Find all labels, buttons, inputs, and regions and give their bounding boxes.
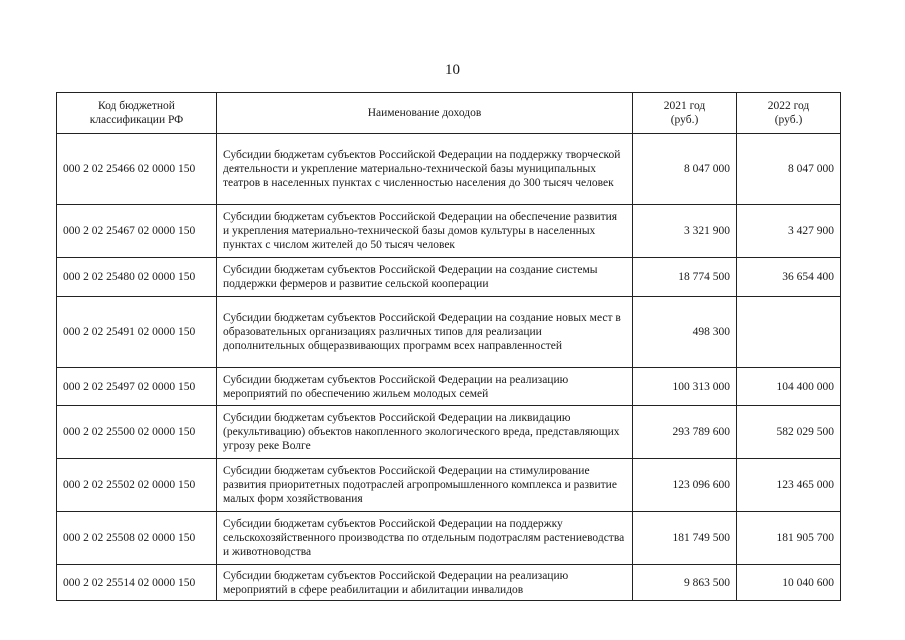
table-row xyxy=(57,258,841,297)
table-row xyxy=(57,368,841,406)
row-code: 000 2 02 25514 02 0000 150 xyxy=(57,565,217,601)
row-amount-2021: 9 863 500 xyxy=(633,565,737,601)
row-amount-2022: 123 465 000 xyxy=(737,459,841,512)
row-amount-2022: 10 040 600 xyxy=(737,565,841,601)
table-header-row xyxy=(57,93,841,134)
row-amount-2021: 3 321 900 xyxy=(633,205,737,258)
table-row xyxy=(57,134,841,205)
header-income-name: Наименование доходов xyxy=(217,93,633,134)
table-row xyxy=(57,205,841,258)
row-code: 000 2 02 25491 02 0000 150 xyxy=(57,297,217,368)
header-2022: 2022 год (руб.) xyxy=(737,93,841,134)
row-income-name: Субсидии бюджетам субъектов Российской Федерации на стимулирование развития приоритетных подотраслей агропромышленного комплекса и развитие малых форм хозяйствования xyxy=(217,459,633,512)
row-amount-2022: 3 427 900 xyxy=(737,205,841,258)
row-amount-2021: 293 789 600 xyxy=(633,406,737,459)
row-income-name: Субсидии бюджетам субъектов Российской Федерации на создание новых мест в образовательных организациях различных типов для реализации дополнительных общеразвивающих программ всех направленностей xyxy=(217,297,633,368)
row-amount-2021: 498 300 xyxy=(633,297,737,368)
row-amount-2022: 104 400 000 xyxy=(737,368,841,406)
table-row xyxy=(57,565,841,601)
row-code: 000 2 02 25500 02 0000 150 xyxy=(57,406,217,459)
row-income-name: Субсидии бюджетам субъектов Российской Федерации на реализацию мероприятий в сфере реабилитации и абилитации инвалидов xyxy=(217,565,633,601)
row-amount-2021: 181 749 500 xyxy=(633,512,737,565)
budget-income-table xyxy=(56,92,841,601)
row-code: 000 2 02 25497 02 0000 150 xyxy=(57,368,217,406)
row-amount-2021: 18 774 500 xyxy=(633,258,737,297)
table-row xyxy=(57,459,841,512)
row-amount-2022 xyxy=(737,297,841,368)
row-income-name: Субсидии бюджетам субъектов Российской Федерации на поддержку творческой деятельности и укрепление материально-технической базы муниципальных театров в населенных пунктах с численностью населения до 300 тысяч человек xyxy=(217,134,633,205)
table-row xyxy=(57,512,841,565)
row-code: 000 2 02 25502 02 0000 150 xyxy=(57,459,217,512)
row-amount-2022: 582 029 500 xyxy=(737,406,841,459)
row-code: 000 2 02 25508 02 0000 150 xyxy=(57,512,217,565)
table-row xyxy=(57,406,841,459)
row-amount-2021: 8 047 000 xyxy=(633,134,737,205)
row-code: 000 2 02 25480 02 0000 150 xyxy=(57,258,217,297)
row-income-name: Субсидии бюджетам субъектов Российской Федерации на создание системы поддержки фермеров и развитие сельской кооперации xyxy=(217,258,633,297)
row-income-name: Субсидии бюджетам субъектов Российской Федерации на обеспечение развития и укрепления материально-технической базы домов культуры в населенных пунктах с числом жителей до 50 тысяч человек xyxy=(217,205,633,258)
row-income-name: Субсидии бюджетам субъектов Российской Федерации на ликвидацию (рекультивацию) объектов накопленного экологического вреда, представляющих угрозу реке Волге xyxy=(217,406,633,459)
row-amount-2021: 100 313 000 xyxy=(633,368,737,406)
table-row xyxy=(57,297,841,368)
row-amount-2022: 36 654 400 xyxy=(737,258,841,297)
header-2021: 2021 год (руб.) xyxy=(633,93,737,134)
row-amount-2022: 8 047 000 xyxy=(737,134,841,205)
row-amount-2021: 123 096 600 xyxy=(633,459,737,512)
header-code: Код бюджетной классификации РФ xyxy=(57,93,217,134)
row-income-name: Субсидии бюджетам субъектов Российской Федерации на поддержку сельскохозяйственного производства по отдельным подотраслям растениеводства и животноводства xyxy=(217,512,633,565)
row-code: 000 2 02 25466 02 0000 150 xyxy=(57,134,217,205)
page-number: 10 xyxy=(445,62,460,78)
row-amount-2022: 181 905 700 xyxy=(737,512,841,565)
row-code: 000 2 02 25467 02 0000 150 xyxy=(57,205,217,258)
row-income-name: Субсидии бюджетам субъектов Российской Федерации на реализацию мероприятий по обеспечению жильем молодых семей xyxy=(217,368,633,406)
